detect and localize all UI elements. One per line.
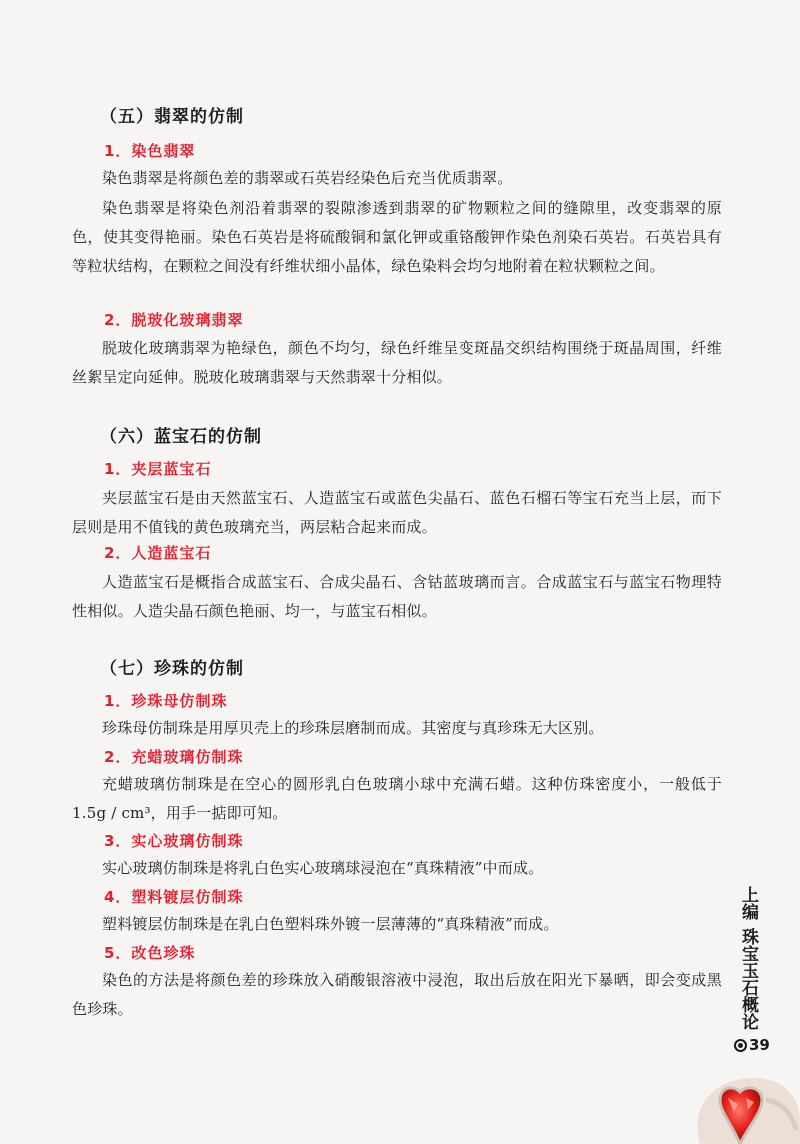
paragraph: 塑料镀层仿制珠是在乳白色塑料珠外镀一层薄薄的“真珠精液”而成。: [102, 915, 559, 933]
page-number: 39: [749, 1036, 770, 1054]
paragraph: 染色的方法是将颜色差的珍珠放入硝酸银溶液中浸泡，取出后放在阳光下暴晒，即会变成黑色珍珠。: [72, 971, 722, 1018]
paragraph: 染色翡翠是将染色剂沿着翡翠的裂隙渗透到翡翠的矿物颗粒之间的缝隙里，改变翡翠的原色，使其变得艳丽。染色石英岩是将硫酸铜和氯化钾或重铬酸钾作染色剂染石英岩。石英岩具有等粒状结构，在颗粒之间没有纤维状细小晶体，绿色染料会均匀地附着在粒状颗粒之间。: [72, 199, 722, 275]
subsection-heading: 1．染色翡翠: [104, 142, 196, 160]
section-heading: （五）翡翠的仿制: [100, 107, 244, 127]
paragraph: 珍珠母仿制珠是用厚贝壳上的珍珠层磨制而成。其密度与真珍珠无大区别。: [102, 719, 604, 737]
paragraph: 脱玻化玻璃翡翠为艳绿色，颜色不均匀，绿色纤维呈变斑晶交织结构围绕于斑晶周围，纤维丝絮呈定向延伸。脱玻化玻璃翡翠与天然翡翠十分相似。: [72, 339, 722, 386]
section-heading: （七）珍珠的仿制: [100, 659, 244, 679]
subsection-heading: 1．夹层蓝宝石: [104, 460, 212, 478]
section-heading: （六）蓝宝石的仿制: [100, 427, 262, 447]
paragraph: 充蜡玻璃仿制珠是在空心的圆形乳白色玻璃小球中充满石蜡。这种仿珠密度小，一般低于1.5g / cm³，用手一掂即可知。: [72, 775, 722, 822]
subsection-heading: 3．实心玻璃仿制珠: [104, 832, 244, 850]
subsection-heading: 2．人造蓝宝石: [104, 544, 212, 562]
heart-gem-ring-image: [680, 1040, 800, 1144]
paragraph: 实心玻璃仿制珠是将乳白色实心玻璃球浸泡在“真珠精液”中而成。: [102, 859, 544, 877]
paragraph: 夹层蓝宝石是由天然蓝宝石、人造蓝宝石或蓝色尖晶石、蓝色石榴石等宝石充当上层，而下层则是用不值钱的黄色玻璃充当，两层粘合起来而成。: [72, 489, 722, 536]
subsection-heading: 1．珍珠母仿制珠: [104, 692, 228, 710]
subsection-heading: 5．改色珍珠: [104, 944, 196, 962]
book-title: 珠宝玉石概论: [738, 928, 758, 1030]
subsection-heading: 2．脱玻化玻璃翡翠: [104, 311, 244, 329]
subsection-heading: 4．塑料镀层仿制珠: [104, 888, 244, 906]
paragraph: 人造蓝宝石是概指合成蓝宝石、合成尖晶石、含钴蓝玻璃而言。合成蓝宝石与蓝宝石物理特性相似。人造尖晶石颜色艳丽、均一，与蓝宝石相似。: [72, 573, 722, 620]
chapter-side-tab: [728, 886, 768, 1030]
part-label: 上编: [738, 886, 758, 920]
paragraph: 染色翡翠是将颜色差的翡翠或石英岩经染色后充当优质翡翠。: [102, 169, 513, 187]
subsection-heading: 2．充蜡玻璃仿制珠: [104, 748, 244, 766]
